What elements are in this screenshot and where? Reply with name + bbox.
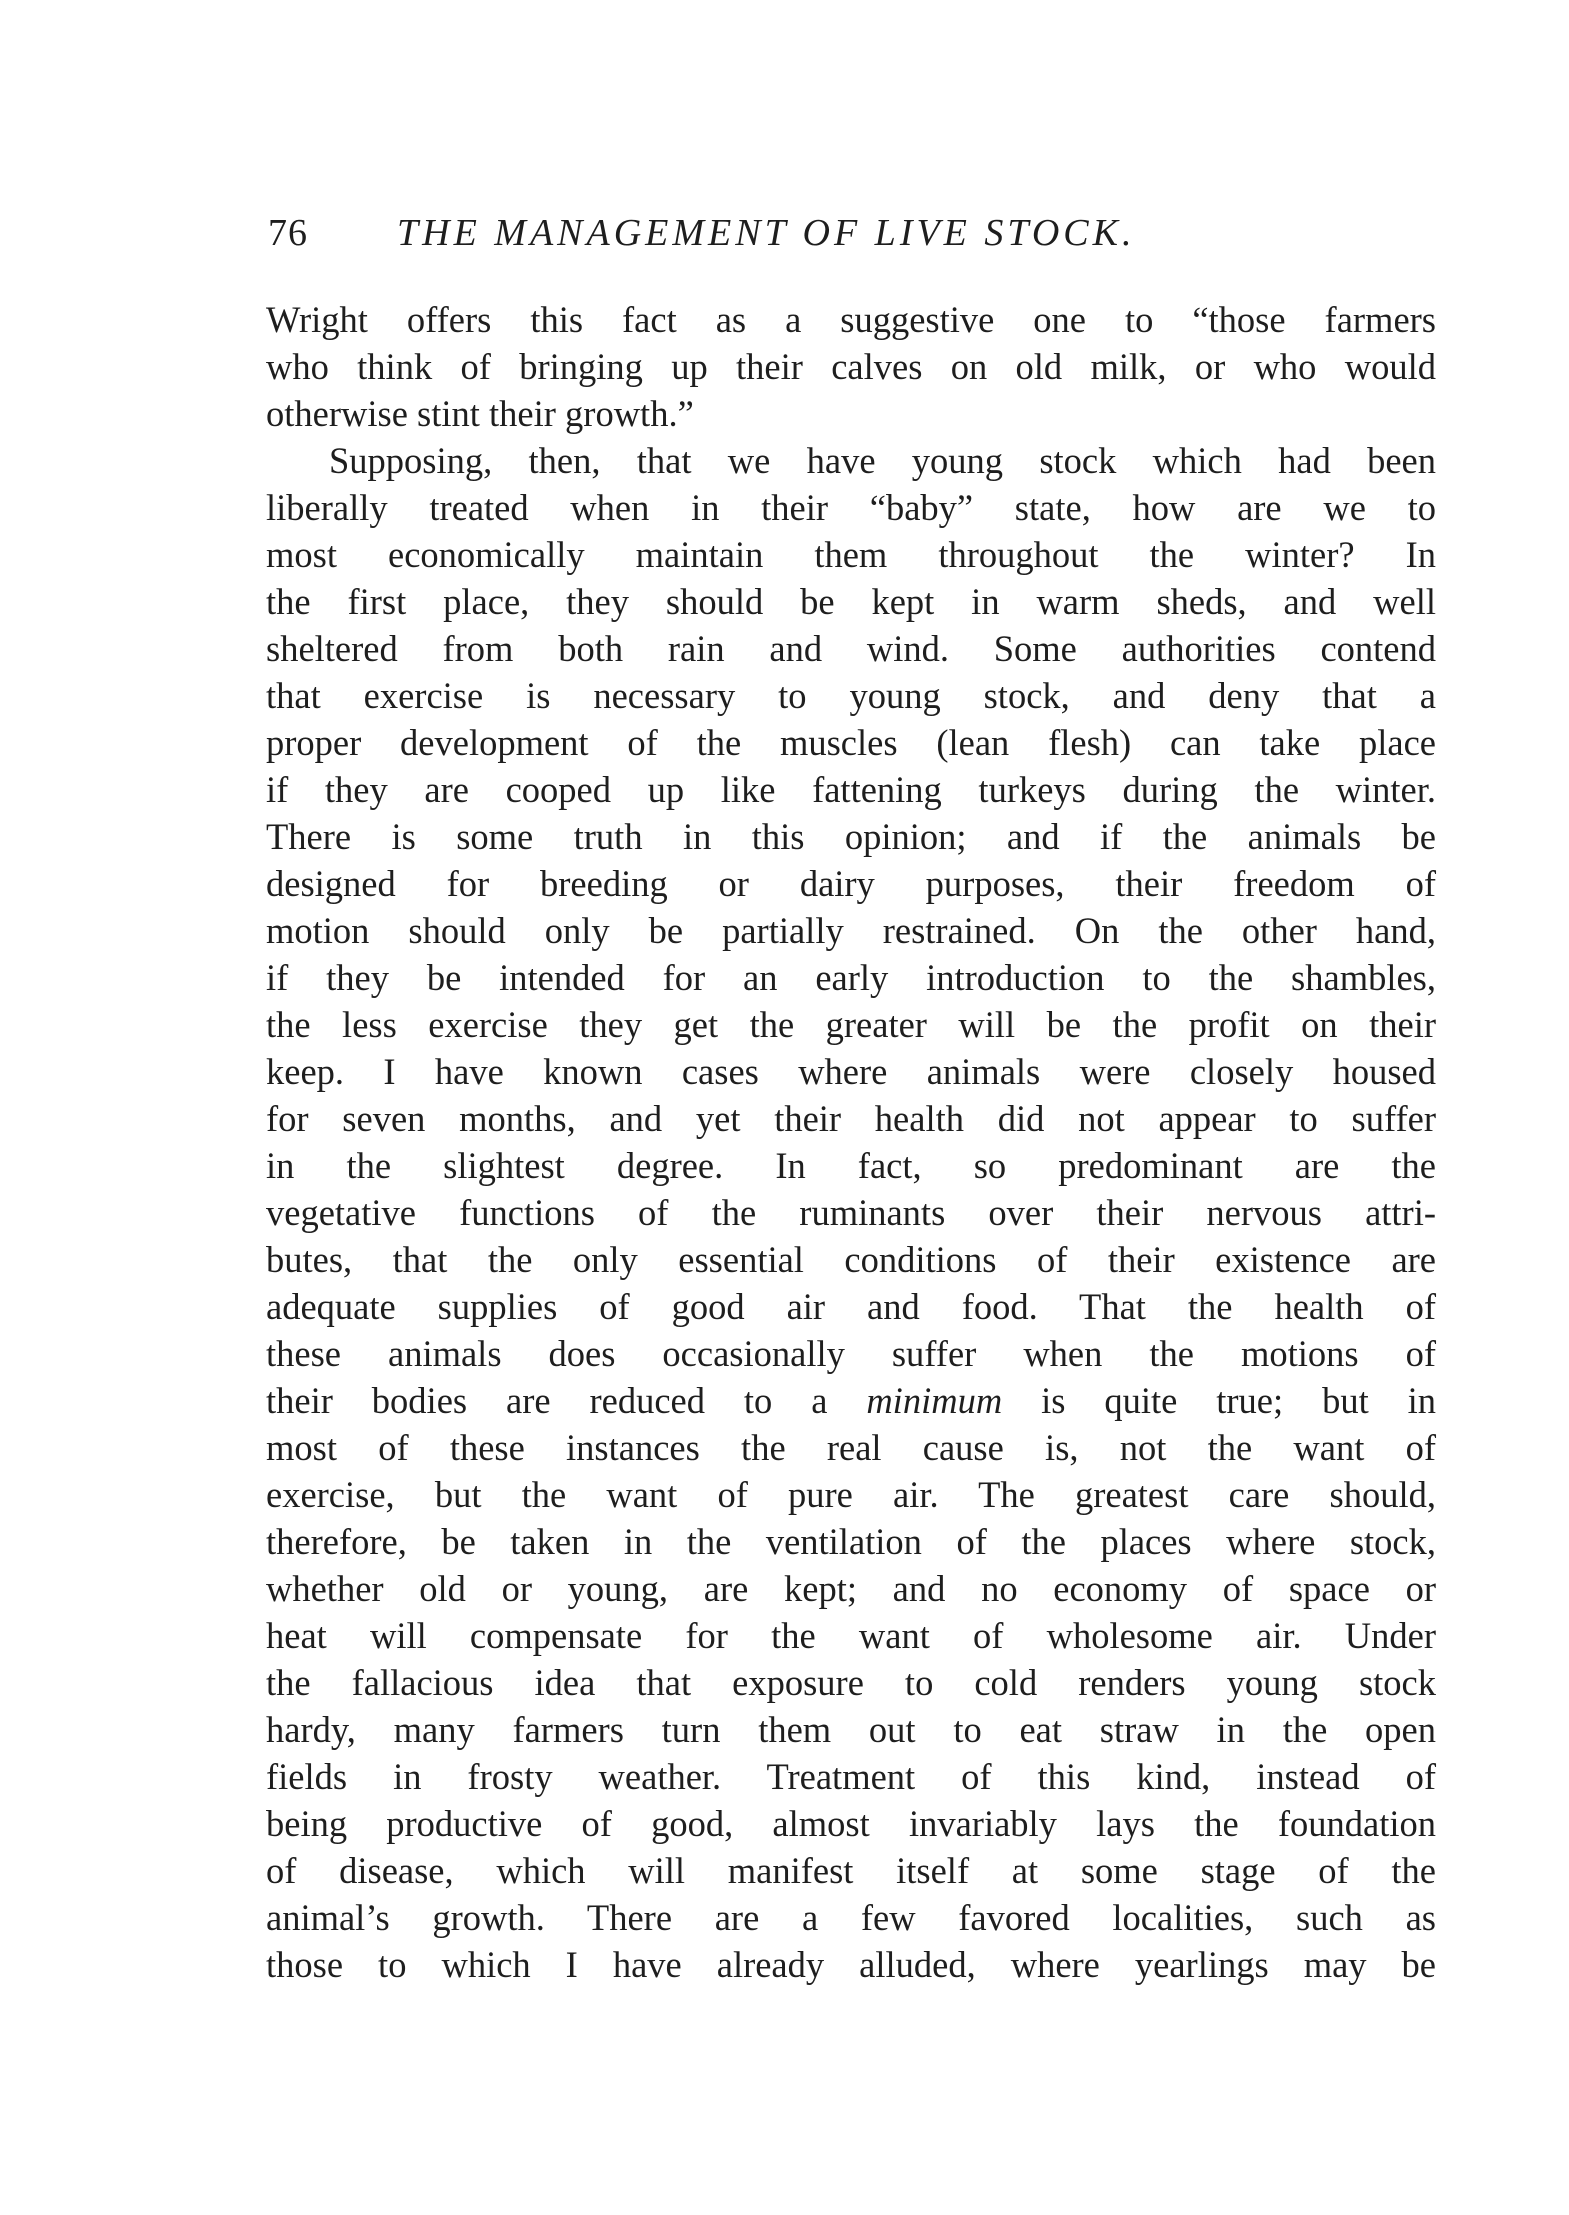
- text-line: sheltered from both rain and wind. Some authorities contend: [266, 628, 1436, 669]
- text-line: Wright offers this fact as a suggestive one to “those farmers: [266, 299, 1436, 340]
- text-line: There is some truth in this opinion; and if the animals be: [266, 816, 1436, 857]
- text-line: those to which I have already alluded, where yearlings may be: [266, 1944, 1436, 1985]
- text-line: proper development of the muscles (lean flesh) can take place: [266, 722, 1436, 763]
- text-line: hardy, many farmers turn them out to eat straw in the open: [266, 1709, 1436, 1750]
- text-line: the fallacious idea that exposure to cold renders young stock: [266, 1662, 1436, 1703]
- text-line: adequate supplies of good air and food. That the health of: [266, 1286, 1436, 1327]
- text-line: designed for breeding or dairy purposes, their freedom of: [266, 863, 1436, 904]
- text-line: animal’s growth. There are a few favored localities, such as: [266, 1897, 1436, 1938]
- text-line: liberally treated when in their “baby” state, how are we to: [266, 487, 1436, 528]
- text-line: if they be intended for an early introduction to the shambles,: [266, 957, 1436, 998]
- text-segment: is quite true; but in: [1041, 1380, 1437, 1421]
- text-line: otherwise stint their growth.”: [266, 393, 694, 434]
- text-line: if they are cooped up like fattening turkeys during the winter.: [266, 769, 1436, 810]
- text-segment: their bodies are reduced to a: [266, 1380, 828, 1421]
- text-line: the first place, they should be kept in warm sheds, and well: [266, 581, 1436, 622]
- text-line: fields in frosty weather. Treatment of this kind, instead of: [266, 1756, 1436, 1797]
- italic-term: minimum: [866, 1380, 1003, 1421]
- running-head: [268, 208, 1293, 258]
- text-line: most economically maintain them throughout the winter? In: [266, 534, 1436, 575]
- text-line: exercise, but the want of pure air. The greatest care should,: [266, 1474, 1436, 1515]
- text-line: butes, that the only essential conditions of their existence are: [266, 1239, 1436, 1280]
- text-line: keep. I have known cases where animals were closely housed: [266, 1051, 1436, 1092]
- text-line: the less exercise they get the greater will be the profit on their: [266, 1004, 1436, 1045]
- page-number: 76: [268, 212, 308, 254]
- text-line: in the slightest degree. In fact, so predominant are the: [266, 1145, 1436, 1186]
- text-line: therefore, be taken in the ventilation of the places where stock,: [266, 1521, 1436, 1562]
- running-title: THE MANAGEMENT OF LIVE STOCK.: [397, 212, 1136, 254]
- paragraph-first-line: Supposing, then, that we have young stock which had been: [329, 440, 1436, 481]
- text-line: motion should only be partially restrained. On the other hand,: [266, 910, 1436, 951]
- text-line: of disease, which will manifest itself at some stage of the: [266, 1850, 1436, 1891]
- text-line: that exercise is necessary to young stock, and deny that a: [266, 675, 1436, 716]
- text-line-with-italic: [266, 1377, 1436, 1424]
- text-line: most of these instances the real cause is, not the want of: [266, 1427, 1436, 1468]
- text-line: whether old or young, are kept; and no economy of space or: [266, 1568, 1436, 1609]
- text-line: being productive of good, almost invariably lays the foundation: [266, 1803, 1436, 1844]
- text-line: these animals does occasionally suffer when the motions of: [266, 1333, 1436, 1374]
- text-line: for seven months, and yet their health did not appear to suffer: [266, 1098, 1436, 1139]
- text-line: vegetative functions of the ruminants over their nervous attri-: [266, 1192, 1436, 1233]
- text-line: who think of bringing up their calves on old milk, or who would: [266, 346, 1436, 387]
- text-line: heat will compensate for the want of wholesome air. Under: [266, 1615, 1436, 1656]
- body-text: [266, 296, 1436, 1988]
